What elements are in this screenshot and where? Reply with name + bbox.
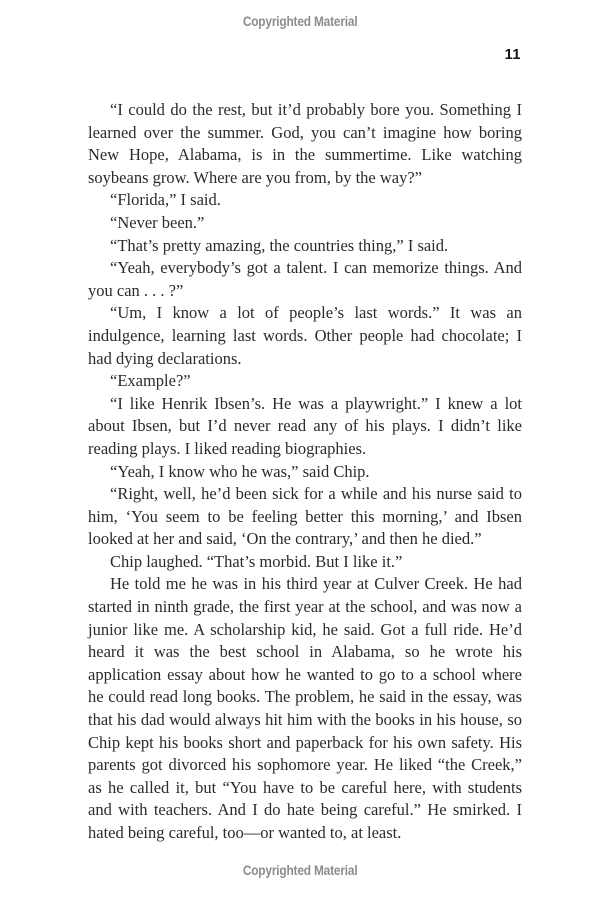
body-paragraph: “Example?” [110, 371, 191, 391]
page-number: 11 [504, 47, 521, 63]
body-paragraph: “I like Henrik Ibsen’s. He was a playwright.” I knew a lot about Ibsen, but I’d never read any of his plays. I didn’t like reading plays. I liked reading biographies. [88, 393, 522, 458]
copyright-notice-bottom [0, 863, 600, 878]
body-paragraph: “Um, I know a lot of people’s last words.” It was an indulgence, learning last words. Other people had chocolate; I had dying declarations. [88, 303, 522, 368]
body-paragraph: “Never been.” [110, 212, 205, 232]
body-paragraph: “Right, well, he’d been sick for a while and his nurse said to him, ‘You seem to be feeling better this morning,’ and Ibsen looked at her and said, ‘On the contrary,’ and then he died.” [88, 484, 522, 549]
body-paragraph: “I could do the rest, but it’d probably bore you. Something I learned over the summer. God, you can’t imagine how boring New Hope, Alabama, is in the summertime. Like watching soybeans grow. Where are you from, by the way?” [88, 100, 522, 187]
body-paragraph: Chip laughed. “That’s morbid. But I like it.” [110, 551, 403, 571]
copyright-notice-bottom-label: Copyrighted Material [242, 863, 358, 878]
body-paragraph: “Florida,” I said. [110, 190, 221, 210]
page-body-text [88, 99, 522, 845]
copyright-notice-top-label: Copyrighted Material [242, 14, 358, 29]
copyright-notice-top [0, 14, 600, 29]
body-paragraph: “That’s pretty amazing, the countries thing,” I said. [110, 235, 449, 255]
body-paragraph: He told me he was in his third year at Culver Creek. He had started in ninth grade, the first year at the school, and was now a junior like me. A scholarship kid, he said. Got a full ride. He’d heard it was the best school in Alabama, so he wrote his application essay about how he wanted to go to a school where he could read long books. The problem, he said in the essay, was that his dad would always hit him with the books in his house, so Chip kept his books short and paperback for his own safety. His parents got divorced his sophomore year. He liked “the Creek,” as he called it, but “You have to be careful here, with students and with teachers. And I do hate being careful.” He smirked. I hated being careful, too—or wanted to, at least. [88, 574, 522, 842]
body-paragraph: “Yeah, I know who he was,” said Chip. [110, 461, 370, 481]
body-paragraph: “Yeah, everybody’s got a talent. I can memorize things. And you can . . . ?” [88, 258, 522, 300]
